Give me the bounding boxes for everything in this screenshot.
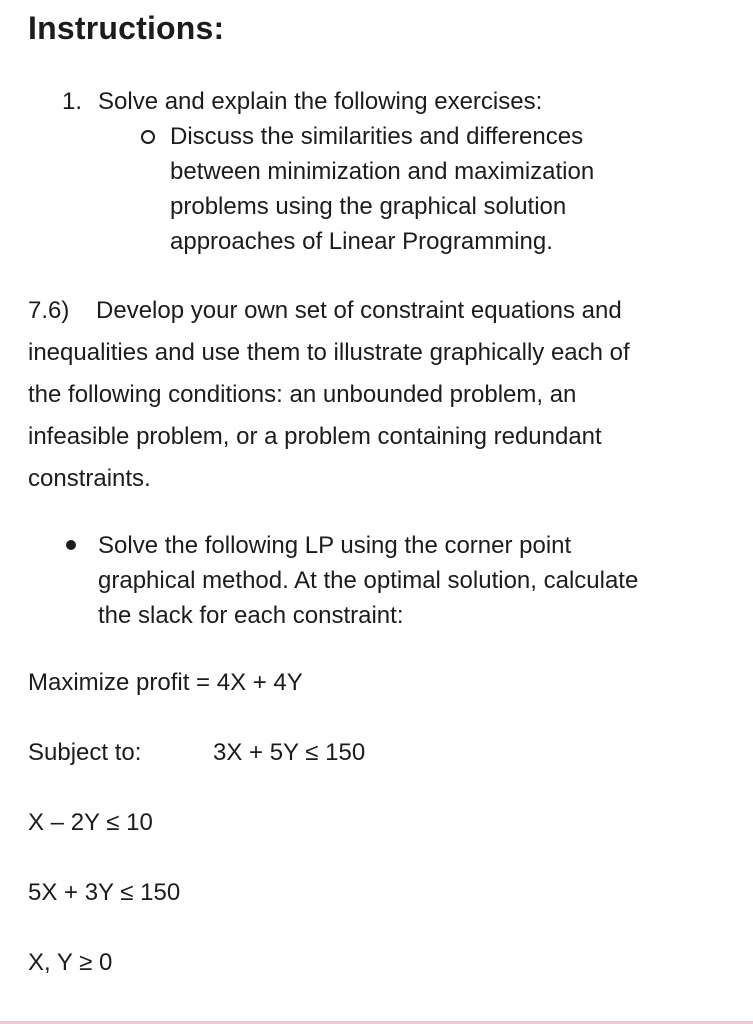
exercise-7-6-paragraph xyxy=(28,290,630,500)
constraint-2: X – 2Y ≤ 10 xyxy=(28,809,153,836)
objective-function: Maximize profit = 4X + 4Y xyxy=(28,669,303,696)
filled-circle-bullet-icon xyxy=(66,540,76,550)
subject-to-label: Subject to: xyxy=(28,739,142,766)
bullet-line: graphical method. At the optimal solution, calculate xyxy=(98,567,639,594)
sub-list-item xyxy=(170,119,594,259)
constraint-3: 5X + 3Y ≤ 150 xyxy=(28,879,181,906)
sub-item-line: approaches of Linear Programming. xyxy=(170,228,553,255)
paragraph-line: the following conditions: an unbounded problem, an xyxy=(28,381,577,408)
paragraph-line: infeasible problem, or a problem containing redundant xyxy=(28,423,602,450)
list-number: 1. xyxy=(62,88,83,115)
bullet-line: the slack for each constraint: xyxy=(98,602,404,629)
paragraph-line: constraints. xyxy=(28,465,151,492)
paragraph-line: inequalities and use them to illustrate graphically each of xyxy=(28,339,630,366)
sub-item-line: between minimization and maximization xyxy=(170,158,595,185)
constraint-1: 3X + 5Y ≤ 150 xyxy=(213,739,366,766)
sub-item-line: problems using the graphical solution xyxy=(170,193,567,220)
paragraph-line: 7.6) Develop your own set of constraint equations and xyxy=(28,297,622,324)
sub-item-line: Discuss the similarities and differences xyxy=(170,123,584,150)
nonnegativity-constraint: X, Y ≥ 0 xyxy=(28,949,113,976)
list-item-text: Solve and explain the following exercises: xyxy=(98,88,543,115)
bullet-line: Solve the following LP using the corner point xyxy=(98,532,572,559)
instructions-heading: Instructions: xyxy=(28,10,225,46)
ordered-list-item-1 xyxy=(62,86,542,118)
hollow-circle-bullet-icon xyxy=(141,130,155,144)
bullet-list-item xyxy=(98,528,638,633)
